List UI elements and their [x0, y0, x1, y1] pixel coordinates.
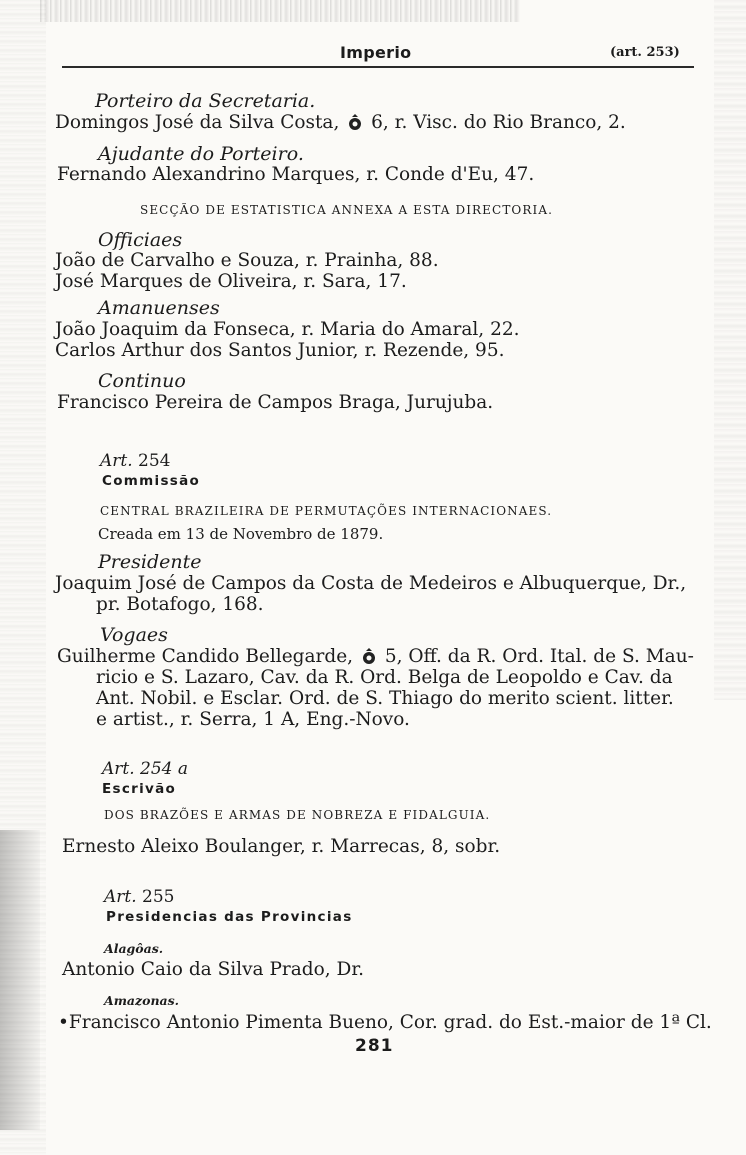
- porteiro-role: Porteiro da Secretaria.: [95, 90, 316, 112]
- order-decoration-icon: [347, 113, 363, 131]
- art-254-title: Commissão: [102, 473, 201, 489]
- art-255-title: Presidencias das Provincias: [106, 909, 353, 925]
- ajudante-role: Ajudante do Porteiro.: [98, 143, 304, 165]
- art-254a-prefix: Art.: [102, 759, 135, 779]
- header-rule: [62, 66, 694, 68]
- amanuenses-role: Amanuenses: [98, 297, 220, 319]
- presidente-line-1: Joaquim José de Campos da Costa de Medeiros e Albuquerque, Dr.,: [55, 573, 687, 594]
- art-255-label: [104, 887, 175, 907]
- officiaes-entry-1: João de Carvalho e Souza, r. Prainha, 88.: [55, 250, 439, 271]
- art-254-prefix: Art.: [100, 451, 133, 471]
- amanuenses-entry-2: Carlos Arthur dos Santos Junior, r. Rezende, 95.: [55, 340, 505, 361]
- vogaes-line-2: ricio e S. Lazaro, Cav. da R. Ord. Belga de Leopoldo e Cav. da: [96, 667, 673, 688]
- art-255-number: 255: [142, 887, 175, 907]
- vogaes-line-4: e artist., r. Serra, 1 A, Eng.-Novo.: [96, 709, 410, 730]
- vogaes-line-3: Ant. Nobil. e Esclar. Ord. de S. Thiago do merito scient. litter.: [96, 688, 674, 709]
- amazonas-entry: •Francisco Antonio Pimenta Bueno, Cor. grad. do Est.-maior de 1ª Cl.: [58, 1012, 712, 1033]
- escrivao-entry: Ernesto Aleixo Boulanger, r. Marrecas, 8, sobr.: [62, 836, 501, 857]
- art-254a-label: [102, 759, 188, 779]
- alagoas-role: Alagôas.: [104, 941, 164, 956]
- continuo-entry: Francisco Pereira de Campos Braga, Jurujuba.: [57, 392, 494, 413]
- amazonas-role: Amazonas.: [104, 993, 180, 1008]
- order-decoration-icon: [361, 647, 377, 665]
- running-header-title: Imperio: [340, 43, 412, 62]
- art-254-created: Creada em 13 de Novembro de 1879.: [98, 525, 384, 543]
- art-254a-number: 254 a: [140, 759, 189, 779]
- scan-edge-shadow: [0, 830, 40, 1130]
- porteiro-name: Domingos José da Silva Costa,: [55, 112, 340, 133]
- ajudante-entry: Fernando Alexandrino Marques, r. Conde d'Eu, 47.: [57, 164, 535, 185]
- presidente-role: Presidente: [98, 551, 202, 573]
- art-254-label: [100, 451, 171, 471]
- running-header-ref: (art. 253): [610, 45, 680, 60]
- vogaes-name: Guilherme Candido Bellegarde,: [57, 646, 354, 667]
- porteiro-entry: [55, 112, 626, 133]
- officiaes-role: Officiaes: [98, 229, 183, 251]
- page-number: 281: [355, 1036, 394, 1056]
- vogaes-titles: 5, Off. da R. Ord. Ital. de S. Mau-: [384, 646, 694, 667]
- art-254a-title: Escrivão: [102, 781, 177, 797]
- vogaes-line-1: [57, 646, 694, 667]
- art-254a-subtitle: DOS BRAZÕES E ARMAS DE NOBREZA E FIDALGUIA.: [104, 808, 491, 822]
- estatistica-heading: SECÇÃO DE ESTATISTICA ANNEXA A ESTA DIRECTORIA.: [140, 203, 554, 217]
- art-255-prefix: Art.: [104, 887, 137, 907]
- porteiro-address: 6, r. Visc. do Rio Branco, 2.: [371, 112, 626, 133]
- art-254-subtitle: CENTRAL BRAZILEIRA DE PERMUTAÇÕES INTERNACIONAES.: [100, 504, 553, 518]
- art-254-number: 254: [138, 451, 171, 471]
- scan-top-smudge: [40, 0, 520, 22]
- amanuenses-entry-1: João Joaquim da Fonseca, r. Maria do Amaral, 22.: [55, 319, 520, 340]
- officiaes-entry-2: José Marques de Oliveira, r. Sara, 17.: [55, 271, 407, 292]
- presidente-line-2: pr. Botafogo, 168.: [96, 594, 264, 615]
- scan-edge-right: [714, 0, 746, 700]
- continuo-role: Continuo: [98, 370, 186, 392]
- vogaes-role: Vogaes: [100, 624, 168, 646]
- alagoas-entry: Antonio Caio da Silva Prado, Dr.: [62, 959, 365, 980]
